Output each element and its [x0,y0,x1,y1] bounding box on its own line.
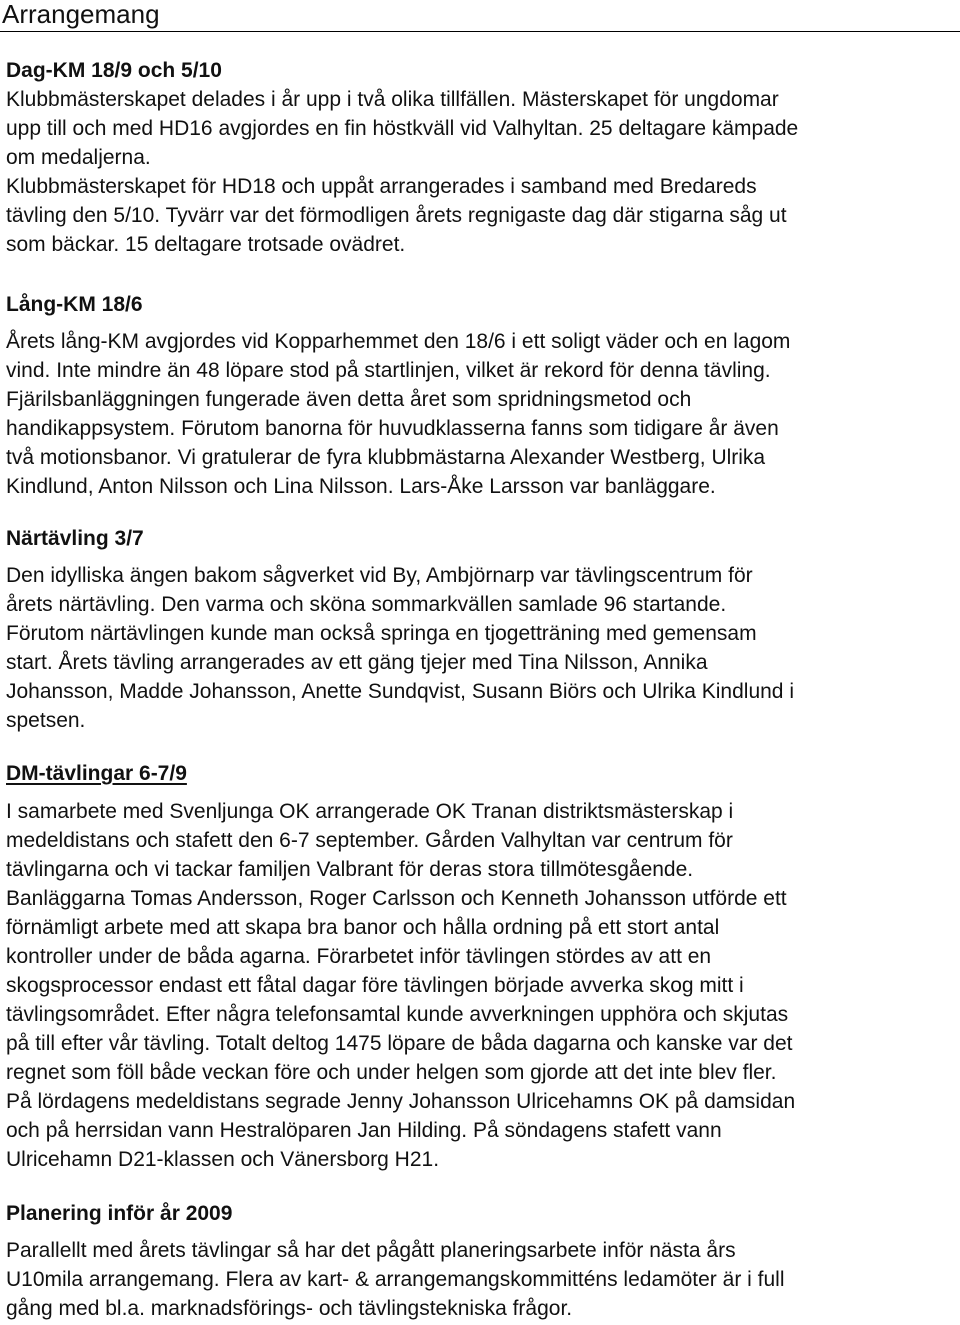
body-line: upp till och med HD16 avgjordes en fin höstkväll vid Valhyltan. 25 deltagare kämpade [6,117,799,140]
body-line: Den idylliska ängen bakom sågverket vid By, Ambjörnarp var tävlingscentrum för [6,564,753,587]
body-line: skogsprocessor endast ett fåtal dagar före tävlingen började avverka skog mitt i [6,974,744,997]
body-line: gång med bl.a. marknadsförings- och tävlingstekniska frågor. [6,1297,573,1320]
body-line: Årets lång-KM avgjordes vid Kopparhemmet den 18/6 i ett soligt väder och en lagom [6,330,791,353]
section-body [6,561,956,735]
section-heading: Planering inför år 2009 [6,1202,233,1225]
section-body [6,1236,956,1323]
body-line: tävlingsområdet. Efter några telefonsamtal kunde avverkningen upphöra och skjutas [6,1003,789,1026]
body-line: vind. Inte mindre än 48 löpare stod på startlinjen, vilket är rekord för denna tävling. [6,359,771,382]
body-line: regnet som föll både veckan före och under helgen som gjorde att det inte blev fler. [6,1061,777,1084]
section-dag-km [6,56,956,259]
body-line: I samarbete med Svenljunga OK arrangerade OK Tranan distriktsmästerskap i [6,800,734,823]
body-line: På lördagens medeldistans segrade Jenny Johansson Ulricehamns OK på damsidan [6,1090,796,1113]
body-line: Kindlund, Anton Nilsson och Lina Nilsson. Lars-Åke Larsson var banläggare. [6,475,716,498]
body-line: Ulricehamn D21-klassen och Vänersborg H21. [6,1148,440,1171]
body-line: årets närtävling. Den varma och sköna sommarkvällen samlade 96 startande. [6,593,727,616]
body-line: Fjärilsbanläggningen fungerade även detta året som spridningsmetod och [6,388,692,411]
section-heading: Dag-KM 18/9 och 5/10 [6,59,222,82]
body-line: förnämligt arbete med att skapa bra banor och hålla ordning på ett stort antal [6,916,720,939]
section-dm-tavlingar [6,759,956,1174]
section-planering [6,1199,956,1323]
section-heading: Närtävling 3/7 [6,527,144,550]
section-nartavling [6,524,956,735]
section-body [6,85,956,259]
title-divider [0,31,960,32]
body-line: tävling den 5/10. Tyvärr var det förmodligen årets regnigaste dag där stigarna såg ut [6,204,787,227]
body-line: Förutom närtävlingen kunde man också springa en tjogetträning med gemensam [6,622,757,645]
body-line: Klubbmästerskapet delades i år upp i två olika tillfällen. Mästerskapet för ungdomar [6,88,779,111]
body-line: som bäckar. 15 deltagare trotsade ovädret. [6,233,406,256]
body-line: U10mila arrangemang. Flera av kart- & arrangemangskommitténs ledamöter är i full [6,1268,785,1291]
body-line: Parallellt med årets tävlingar så har det pågått planeringsarbete inför nästa års [6,1239,736,1262]
body-line: på till efter vår tävling. Totalt deltog 1475 löpare de båda dagarna och kanske var det [6,1032,793,1055]
body-line: och på herrsidan vann Hestralöparen Jan Hilding. På söndagens stafett vann [6,1119,722,1142]
section-heading: Lång-KM 18/6 [6,293,143,316]
page-title: Arrangemang [2,0,160,29]
body-line: om medaljerna. [6,146,151,169]
body-line: Klubbmästerskapet för HD18 och uppåt arrangerades i samband med Bredareds [6,175,757,198]
body-line: medeldistans och stafett den 6-7 september. Gården Valhyltan var centrum för [6,829,733,852]
body-line: start. Årets tävling arrangerades av ett gäng tjejer med Tina Nilsson, Annika [6,651,708,674]
section-body [6,797,956,1174]
section-body [6,327,956,501]
body-line: två motionsbanor. Vi gratulerar de fyra klubbmästarna Alexander Westberg, Ulrika [6,446,766,469]
body-line: handikappsystem. Förutom banorna för huvudklasserna fanns som tidigare år även [6,417,779,440]
body-line: Johansson, Madde Johansson, Anette Sundqvist, Susann Biörs och Ulrika Kindlund i [6,680,794,703]
body-line: Banläggarna Tomas Andersson, Roger Carlsson och Kenneth Johansson utförde ett [6,887,787,910]
section-heading: DM-tävlingar 6-7/9 [6,762,187,785]
body-line: spetsen. [6,709,86,732]
body-line: tävlingarna och vi tackar familjen Valbrant för deras stora tillmötesgående. [6,858,694,881]
body-line: kontroller under de båda agarna. Förarbetet inför tävlingen stördes av att en [6,945,712,968]
section-lang-km [6,290,956,501]
